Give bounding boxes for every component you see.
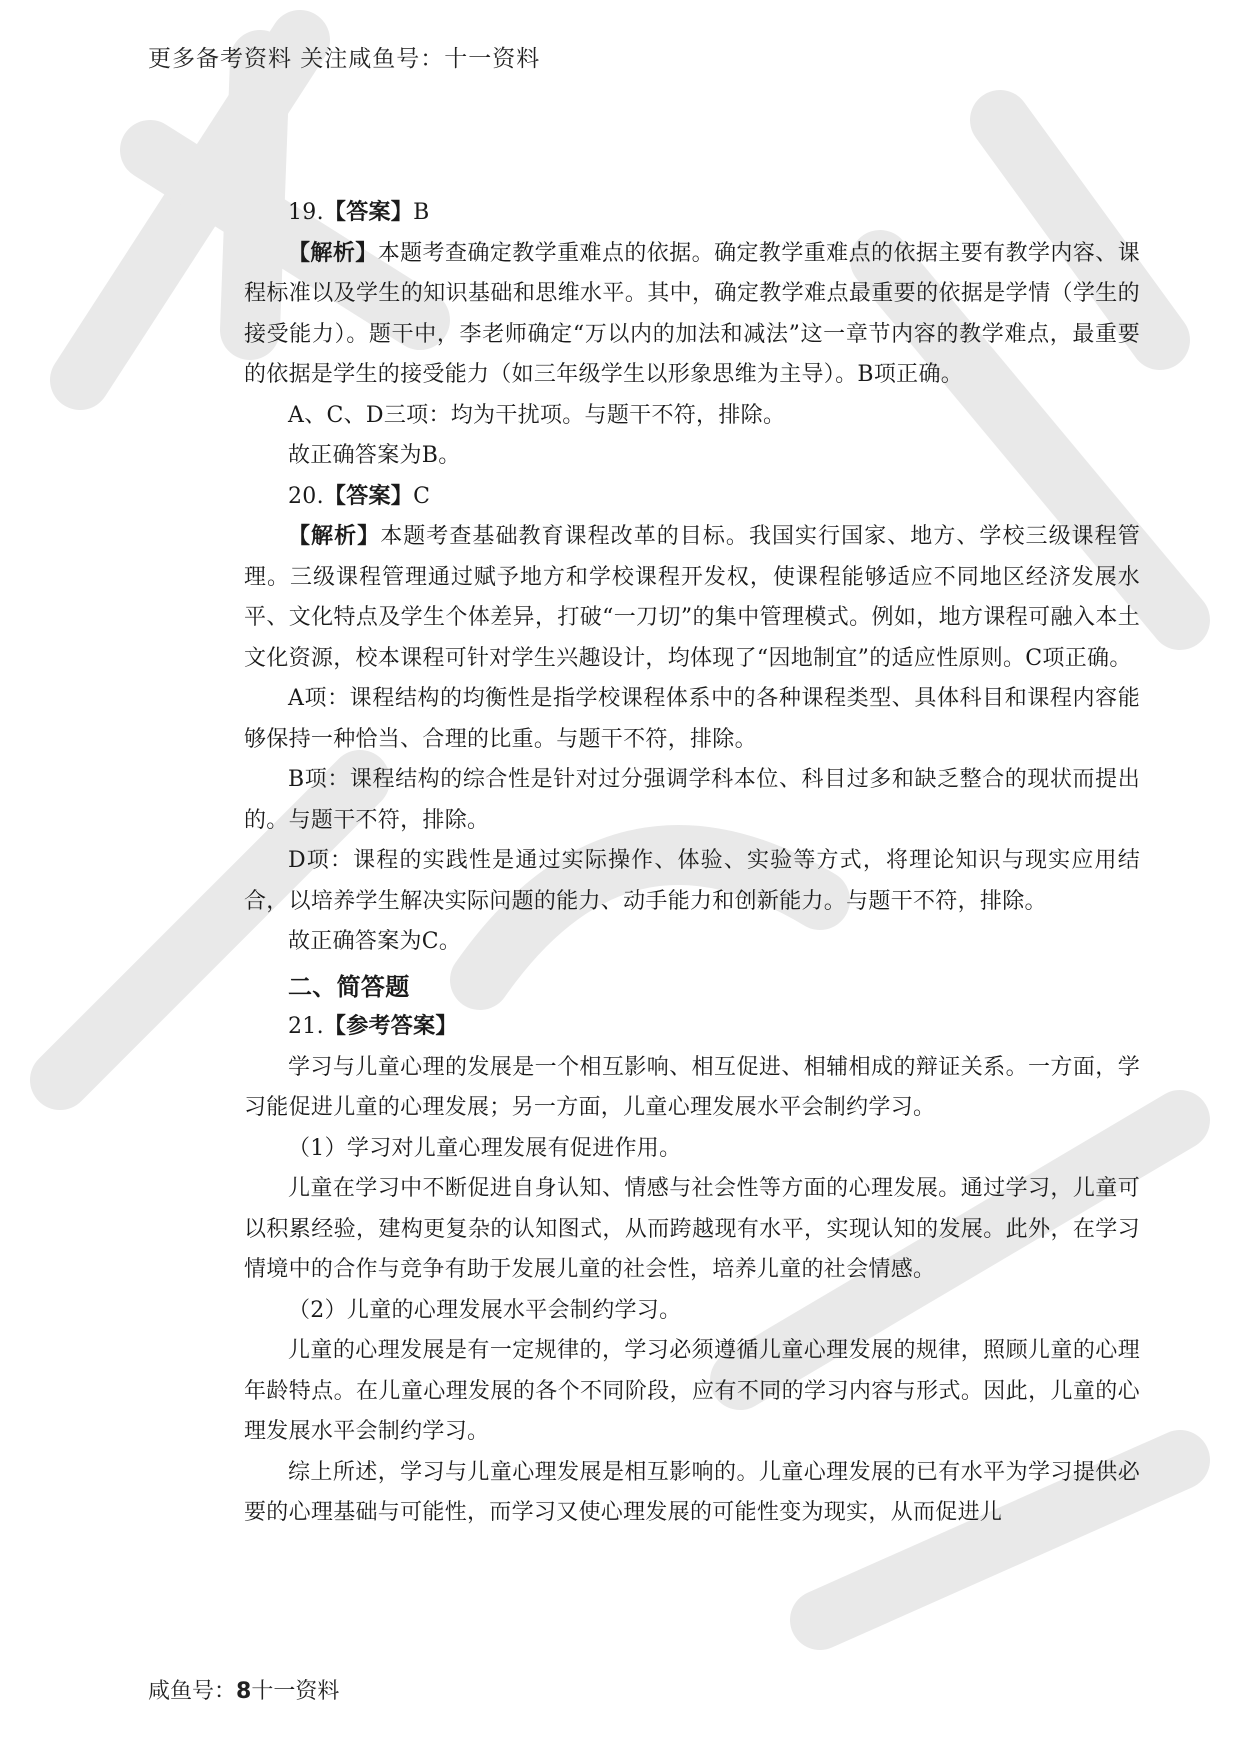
page-number: 8: [236, 1679, 252, 1704]
footer-suffix: 十一资料: [251, 1679, 340, 1704]
q19-analysis: [244, 234, 1140, 396]
question-number: 20.: [288, 483, 324, 509]
q21-paragraph-3: 儿童的心理发展是有一定规律的，学习必须遵循儿童心理发展的规律，照顾儿童的心理年龄特点。在儿童心理发展的各个不同阶段，应有不同的学习内容与形式。因此，儿童的心理发展水平会制约学习。: [244, 1338, 1140, 1444]
q21-heading-1: （1）学习对儿童心理发展有促进作用。: [288, 1135, 682, 1161]
footer-prefix: 咸鱼号：: [148, 1679, 237, 1704]
q20-analysis: [244, 517, 1140, 679]
analysis-tag: 【解析】: [288, 524, 381, 549]
q21-heading-2: （2）儿童的心理发展水平会制约学习。: [288, 1297, 682, 1323]
analysis-text: 本题考查基础教育课程改革的目标。我国实行国家、地方、学校三级课程管理。三级课程管理通过赋予地方和学校课程开发权，使课程能够适应不同地区经济发展水平、文化特点及学生个体差异，打破“一刀切”的集中管理模式。例如，地方课程可融入本土文化资源，校本课程可针对学生兴趣设计，均体现了“因地制宜”的适应性原则。C项正确。: [244, 524, 1141, 671]
q20-option-b: B项：课程结构的综合性是针对过分强调学科本位、科目过多和缺乏整合的现状而提出的。与题干不符，排除。: [244, 767, 1140, 833]
page-footer: [148, 1674, 339, 1705]
q21-paragraph-2: 儿童在学习中不断促进自身认知、情感与社会性等方面的心理发展。通过学习，儿童可以积累经验，建构更复杂的认知图式，从而跨越现有水平，实现认知的发展。此外，在学习情境中的合作与竞争有助于发展儿童的社会性，培养儿童的社会情感。: [244, 1176, 1140, 1282]
analysis-text: 本题考查确定教学重难点的依据。确定教学重难点的依据主要有教学内容、课程标准以及学生的知识基础和思维水平。其中，确定教学难点最重要的依据是学情（学生的接受能力）。题干中，李老师确定“万以内的加法和减法”这一章节内容的教学难点，最重要的依据是学生的接受能力（如三年级学生以形象思维为主导）。B项正确。: [244, 240, 1141, 387]
answer-value: C: [413, 483, 431, 509]
q20-conclusion: 故正确答案为C。: [288, 929, 462, 954]
question-number: 19.: [288, 200, 324, 225]
section-title: 二、简答题: [288, 972, 410, 1001]
q19-others: A、C、D三项：均为干扰项。与题干不符，排除。: [288, 402, 786, 428]
q21-paragraph-4: 综上所述，学习与儿童心理发展是相互影响的。儿童心理发展的已有水平为学习提供必要的心理基础与可能性，而学习又使心理发展的可能性变为现实，从而促进儿: [244, 1459, 1140, 1525]
q19-conclusion: 故正确答案为B。: [288, 443, 461, 468]
q19-answer-line: [244, 193, 1140, 234]
q21-ref-line: [244, 1007, 1140, 1048]
q21-paragraph-1: 学习与儿童心理的发展是一个相互影响、相互促进、相辅相成的辩证关系。一方面，学习能促进儿童的心理发展；另一方面，儿童心理发展水平会制约学习。: [244, 1054, 1140, 1120]
answer-content: [244, 193, 1140, 1534]
answer-tag: 【答案】: [323, 200, 414, 225]
answer-value: B: [413, 200, 430, 225]
answer-tag: 【答案】: [323, 483, 414, 509]
q20-option-d: D项：课程的实践性是通过实际操作、体验、实验等方式，将理论知识与现实应用结合，以培养学生解决实际问题的能力、动手能力和创新能力。与题干不符，排除。: [244, 848, 1140, 914]
q20-answer-line: [244, 477, 1140, 518]
reference-tag: 【参考答案】: [323, 1014, 458, 1039]
analysis-tag: 【解析】: [288, 240, 378, 266]
q20-option-a: A项：课程结构的均衡性是指学校课程体系中的各种课程类型、具体科目和课程内容能够保持一种恰当、合理的比重。与题干不符，排除。: [244, 686, 1140, 752]
question-number: 21.: [288, 1014, 324, 1039]
page-header: 更多备考资料 关注咸鱼号：十一资料: [148, 46, 541, 72]
